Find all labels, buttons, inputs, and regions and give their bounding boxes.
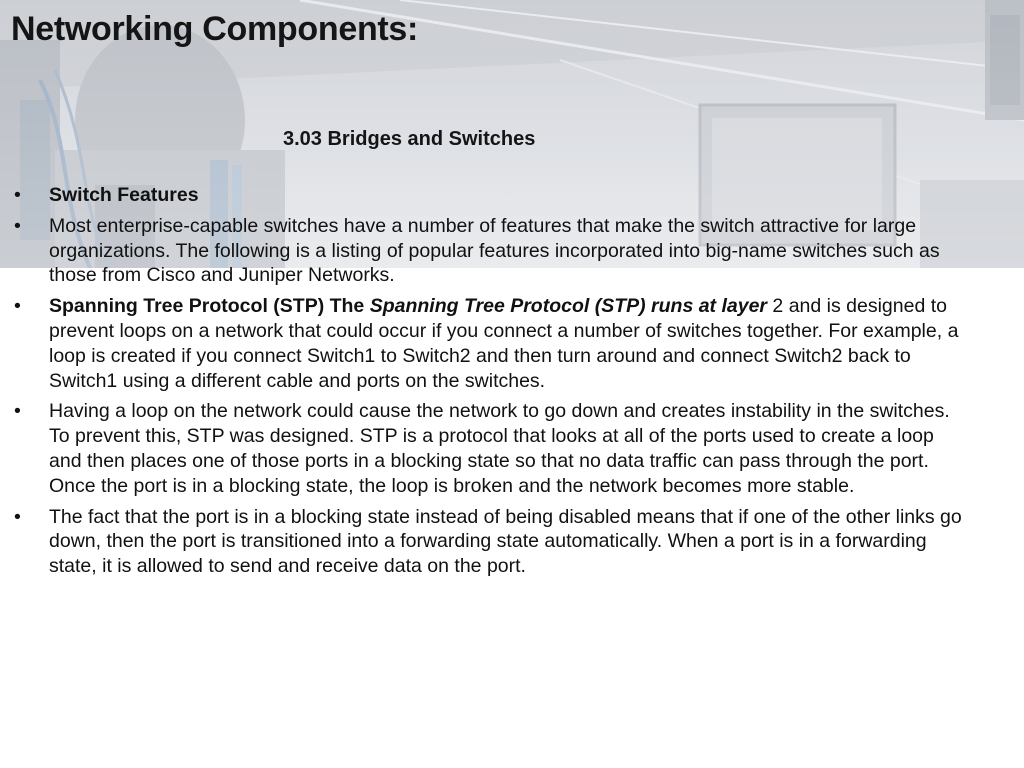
bullet-bold-lead: Spanning Tree Protocol (STP) The bbox=[49, 295, 370, 318]
bullet-text: The fact that the port is in a blocking state instead of being disabled means that if one of the other links go down, then the port is transitioned into a forwarding state automatically. When a port is in a forwarding state, it is allowed to send and receive data on the port. bbox=[49, 505, 962, 578]
bullet-heading: Switch Features bbox=[49, 184, 199, 206]
bullet-dot-icon: • bbox=[14, 400, 21, 423]
bullet-blocking-state bbox=[14, 505, 964, 579]
bullet-list bbox=[14, 183, 964, 585]
bullet-stp bbox=[14, 294, 964, 393]
bullet-switch-features bbox=[14, 183, 964, 208]
bullet-dot-icon: • bbox=[14, 184, 21, 206]
bullet-enterprise-switches bbox=[14, 214, 964, 288]
slide-subtitle: 3.03 Bridges and Switches bbox=[283, 128, 536, 150]
bullet-text: Having a loop on the network could cause the network to go down and creates instability in the switches. To prevent this, STP was designed. STP is a protocol that looks at all of the ports used to create a loop and then places one of those ports in a blocking state so that no data traffic can pass through the port. Once the port is in a blocking state, the loop is broken and the network becomes more stable. bbox=[49, 400, 950, 497]
slide-title: Networking Components: bbox=[11, 10, 419, 48]
bullet-loop-instability bbox=[14, 399, 964, 498]
bullet-dot-icon: • bbox=[14, 214, 21, 237]
bullet-italic-lead: Spanning Tree Protocol (STP) runs at layer bbox=[369, 295, 768, 318]
bullet-dot-icon: • bbox=[14, 505, 21, 528]
bullet-text: Most enterprise-capable switches have a number of features that make the switch attractive for large organizations. The following is a listing of popular features incorporated into big-name switches such as those from Cisco and Juniper Networks. bbox=[49, 214, 940, 287]
bullet-text: 2 and is designed to prevent loops on a network that could occur if you connect a number of switches together. For example, a loop is created if you connect Switch1 to Switch2 and then turn around and connect Switch2 back to Switch1 using a different cable and ports on the switches. bbox=[49, 295, 959, 392]
bullet-dot-icon: • bbox=[14, 295, 21, 318]
